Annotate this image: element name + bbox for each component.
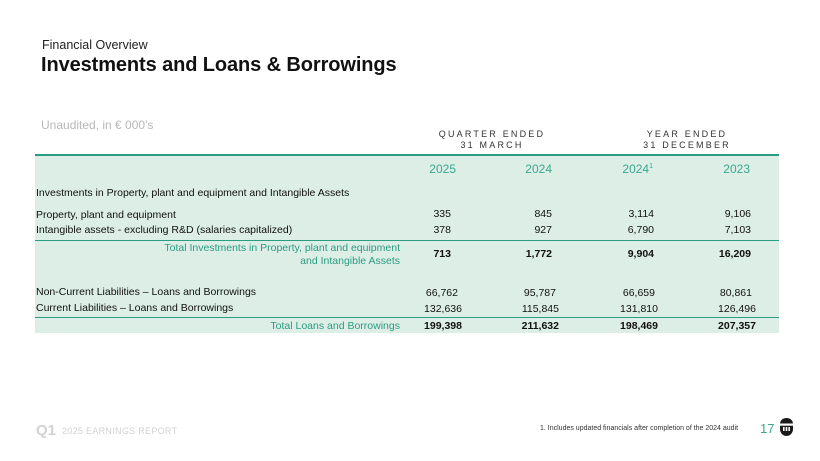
table-cell: 132,636 [424,303,462,315]
table-row-label: Current Liabilities – Loans and Borrowings [36,302,234,314]
table-cell: 3,114 [628,208,654,220]
table-cell: 95,787 [523,287,556,299]
year-2024-q: 2024 [525,162,552,176]
page-number: 17 [760,421,775,436]
total-cell: 199,398 [424,320,462,332]
total-cell: 1,772 [525,248,552,260]
section-subtitle: Financial Overview [42,38,148,52]
total-cell: 211,632 [521,320,559,332]
table-cell: 80,861 [719,287,752,299]
year-2025-q: 2025 [429,162,456,176]
year-2024-fy-label: 2024 [622,162,650,176]
quarter-ended-line2: 31 MARCH [460,140,524,150]
table-cell: 66,659 [622,287,655,299]
table-top-rule [35,154,779,156]
table-cell: 131,810 [620,303,658,315]
table-cell: 927 [534,224,552,236]
year-2023-fy: 2023 [723,162,750,176]
unaudited-note: Unaudited, in € 000's [41,118,154,132]
total-cell: 16,209 [718,248,751,260]
report-name: 2025 EARNINGS REPORT [62,426,178,436]
section-investments-heading: Investments in Property, plant and equipment and Intangible Assets [36,187,350,199]
footnote: 1. Includes updated financials after completion of the 2024 audit [540,425,739,432]
table-cell: 6,790 [627,224,654,236]
total-cell: 207,357 [718,320,756,332]
year-ended-line2: 31 DECEMBER [643,140,731,150]
table-cell: 9,106 [724,208,751,220]
total-cell: 9,904 [627,248,654,260]
table-bottom-pad-left [400,333,584,358]
footnote-marker: 1 [649,163,653,170]
table-cell: 845 [534,208,552,220]
year-ended-header [595,122,779,154]
total-rule [35,317,779,318]
company-logo-icon [779,417,794,437]
total-investments-label [130,242,400,268]
quarter-label: Q1 [36,422,57,439]
page-title: Investments and Loans & Borrowings [41,54,397,76]
year-ended-line1: YEAR ENDED [646,129,728,139]
table-row-label: Intangible assets - excluding R&D (salaries capitalized) [36,224,293,236]
table-row-label: Property, plant and equipment [36,209,176,221]
subtotal-rule [35,240,779,241]
table-cell: 115,845 [521,303,559,315]
quarter-ended-header [400,122,584,154]
total-loans-label: Total Loans and Borrowings [270,320,400,332]
total-cell: 713 [433,248,451,260]
total-cell: 198,469 [620,320,658,332]
quarter-ended-line1: QUARTER ENDED [438,129,546,139]
total-investments-label-line1: Total Investments in Property, plant and equipment [164,242,400,254]
table-cell: 335 [433,208,451,220]
table-cell: 378 [433,224,451,236]
table-bottom-pad-right [595,333,779,358]
year-2024-fy [593,162,653,176]
table-row-label: Non-Current Liabilities – Loans and Borrowings [36,286,257,298]
table-cell: 126,496 [718,303,756,315]
total-investments-label-line2: and Intangible Assets [300,255,400,267]
table-cell: 66,762 [425,287,458,299]
table-cell: 7,103 [724,224,751,236]
